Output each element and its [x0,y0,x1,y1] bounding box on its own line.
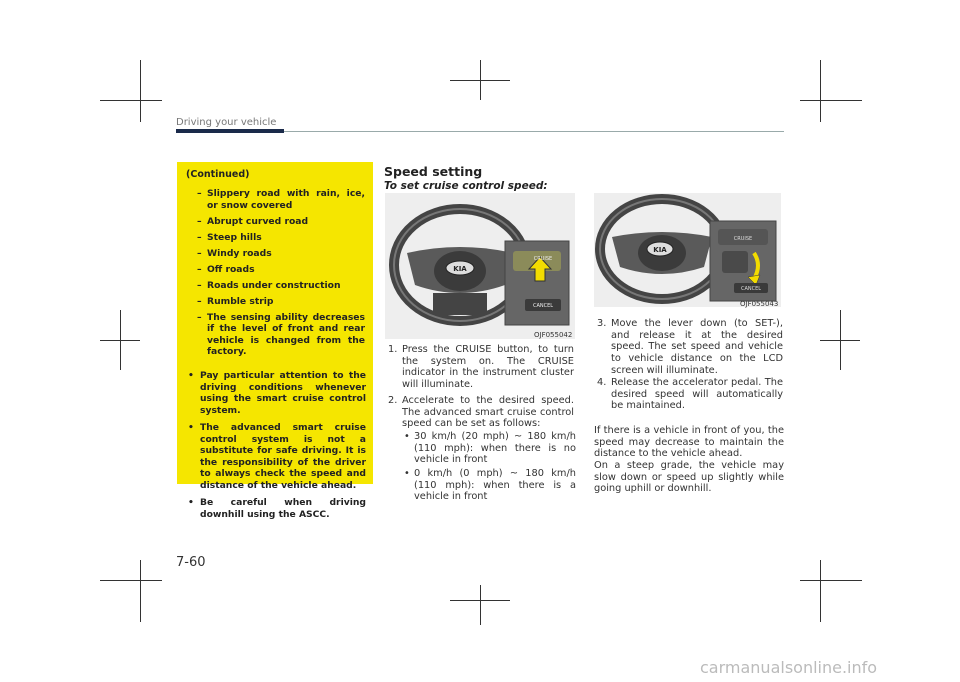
step-text: Press the CRUISE button, to turn the system on. The CRUISE indicator in the instrument cluster will illuminate. [402,344,574,391]
sub-bullet: • 0 km/h (0 mph) ~ 180 km/h (110 mph): when there is a vehicle in front [404,468,576,503]
steering-wheel-illustration [385,193,575,339]
crop-mark [100,100,162,101]
svg-text:KIA: KIA [653,246,667,254]
list-item: – Roads under construction [197,280,365,292]
step-number: 2. [388,395,398,406]
crop-mark [140,560,141,622]
crop-mark [820,560,821,622]
crop-mark [100,340,140,341]
sub-bullet-text: 0 km/h (0 mph) ~ 180 km/h (110 mph): when there is a vehicle in front [414,468,576,503]
header-bar [176,129,284,133]
step-number: 3. [597,318,607,329]
cruise-label: CRUISE [533,256,553,262]
sub-bullet-text: 30 km/h (20 mph) ~ 180 km/h (110 mph): when there is no vehicle in front [414,431,576,466]
continued-label: (Continued) [186,169,250,180]
crop-mark [800,100,862,101]
steering-wheel-figure-2 [594,193,781,307]
list-item: • Pay particular attention to the driving conditions whenever using the smart cruise control system. [186,370,366,416]
figure-code: OJF055042 [534,331,573,339]
crop-mark [450,600,510,601]
list-item: • Be careful when driving downhill using the ASCC. [186,497,366,520]
section-subtitle: To set cruise control speed: [384,180,548,192]
list-item: – Slippery road with rain, ice, or snow covered [197,188,365,211]
paragraph: If there is a vehicle in front of you, the speed may decrease to maintain the distance to the vehicle ahead. [594,425,784,460]
section-header: Driving your vehicle [176,117,277,128]
crop-mark [480,585,481,625]
step-text: Accelerate to the desired speed. The advanced smart cruise control speed can be set as follows: [402,395,574,430]
watermark: carmanualsonline.info [700,658,878,677]
cruise-label: CRUISE [733,236,753,242]
step-number: 1. [388,344,398,355]
step-text: Move the lever down (to SET-), and release it at the desired speed. The set speed and vehicle to vehicle distance on the LCD screen will illuminate. [611,318,783,376]
figure-code: OJF055043 [740,300,779,308]
crop-mark [800,580,862,581]
steering-wheel-figure-1 [385,193,575,339]
cancel-label: CANCEL [740,286,762,292]
section-title: Speed setting [384,164,483,179]
list-item: – Off roads [197,264,365,276]
step-number: 4. [597,377,607,388]
svg-text:KIA: KIA [453,265,467,273]
list-item: – Windy roads [197,248,365,260]
page-number: 7-60 [176,555,206,570]
condition-list [197,188,365,362]
paragraph: On a steep grade, the vehicle may slow down or speed up slightly while going uphill or downhill. [594,460,784,495]
list-item: – Steep hills [197,232,365,244]
list-item: • The advanced smart cruise control system is not a substitute for safe driving. It is the responsibility of the driver to always check the speed and distance of the vehicle ahead. [186,422,366,491]
steering-wheel-illustration [594,193,781,307]
list-item: – The sensing ability decreases if the level of front and rear vehicle is changed from the factory. [197,312,365,358]
step-4 [597,377,785,413]
list-item: – Abrupt curved road [197,216,365,228]
step-1 [388,344,576,392]
crop-mark [140,60,141,122]
sub-bullet: • 30 km/h (20 mph) ~ 180 km/h (110 mph): when there is no vehicle in front [404,431,576,466]
crop-mark [100,580,162,581]
warning-bullets [186,370,366,526]
step-3 [597,318,785,374]
header-rule [284,131,784,132]
cancel-label: CANCEL [532,303,554,309]
step-2 [388,395,576,431]
list-item: – Rumble strip [197,296,365,308]
step-text: Release the accelerator pedal. The desired speed will automatically be maintained. [611,377,783,412]
crop-mark [820,340,860,341]
warning-box [177,162,373,520]
crop-mark [450,80,510,81]
crop-mark [820,60,821,122]
